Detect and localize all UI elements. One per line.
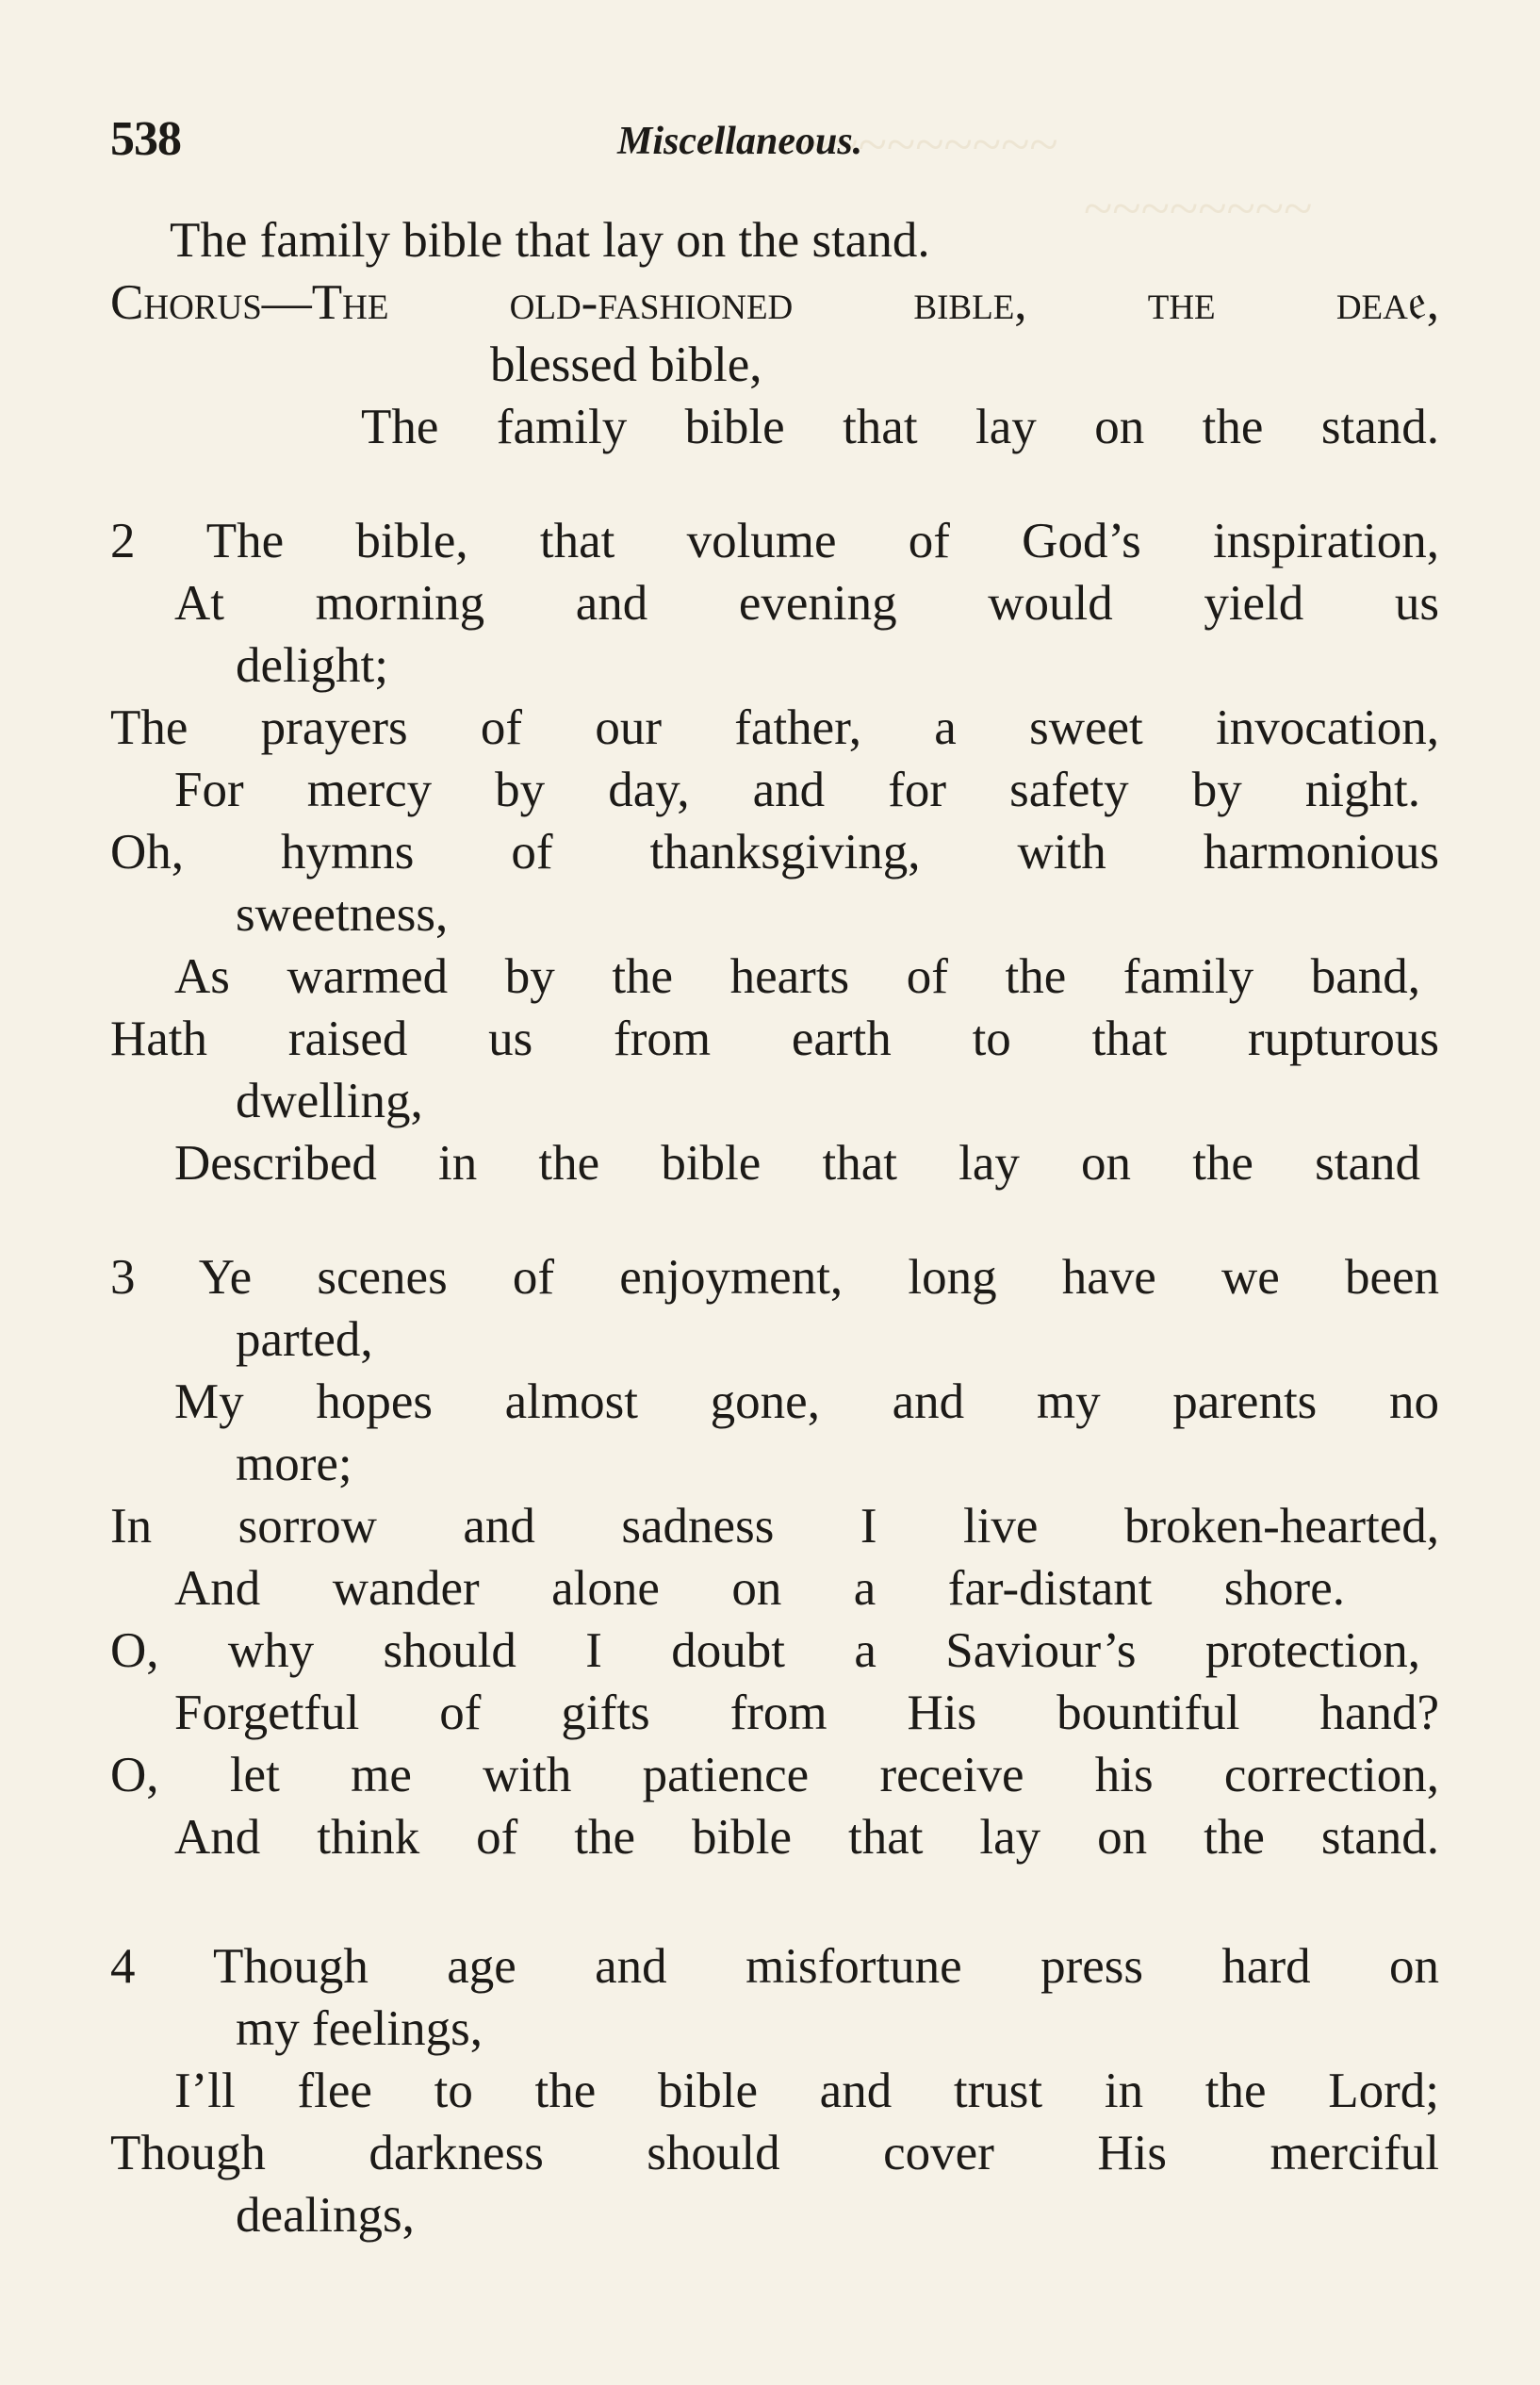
verse-line: My hopes almost gone, and my parents no	[174, 1374, 1439, 1429]
verse-line: In sorrow and sadness I live broken-hearted,	[110, 1499, 1439, 1554]
verse-line: 3 Ye scenes of enjoyment, long have we been	[110, 1250, 1439, 1305]
text-line: blessed bible,	[490, 337, 762, 392]
verse-line: Though darkness should cover His merciful	[110, 2126, 1439, 2180]
chorus-line: Chorus—The old-fashioned bible, the dea𝔢,	[110, 275, 1439, 330]
text-line: The family bible that lay on the stand.	[361, 400, 1439, 454]
running-title: Miscellaneous.	[617, 120, 863, 163]
verse-line: And wander alone on a far-distant shore.	[174, 1561, 1345, 1616]
verse-line: parted,	[236, 1312, 373, 1367]
verse-line: delight;	[236, 638, 388, 693]
verse-line: Oh, hymns of thanksgiving, with harmonious	[110, 825, 1439, 880]
verse-line: O, why should I doubt a Saviour’s protection,	[110, 1623, 1420, 1678]
verse-line: 2 The bible, that volume of God’s inspiration,	[110, 514, 1439, 568]
verse-line: O, let me with patience receive his correction,	[110, 1748, 1439, 1802]
verse-line: The prayers of our father, a sweet invocation,	[110, 700, 1439, 755]
verse-line: Described in the bible that lay on the stand	[174, 1136, 1420, 1191]
page-header	[0, 111, 1540, 177]
verse-line: As warmed by the hearts of the family band,	[174, 949, 1420, 1004]
verse-line: 4 Though age and misfortune press hard on	[110, 1939, 1439, 1994]
verse-line: At morning and evening would yield us	[174, 576, 1439, 631]
verse-line: sweetness,	[236, 887, 449, 942]
verse-line: I’ll flee to the bible and trust in the Lord;	[174, 2064, 1439, 2118]
verse-line: For mercy by day, and for safety by night.	[174, 763, 1420, 817]
verse-line: Forgetful of gifts from His bountiful hand?	[174, 1686, 1439, 1740]
verse-line: dwelling,	[236, 1074, 423, 1128]
verse-line: my feelings,	[236, 2001, 483, 2056]
verse-line: more;	[236, 1437, 352, 1491]
text-line: The family bible that lay on the stand.	[170, 213, 930, 268]
verse-line: And think of the bible that lay on the stand.	[174, 1810, 1439, 1865]
page-number: 538	[110, 112, 181, 166]
bleed-through-texture: ~~~~~~~~~ ~~~~~~~~	[801, 116, 1313, 238]
verse-line: Hath raised us from earth to that rupturous	[110, 1012, 1439, 1066]
verse-line: dealings,	[236, 2188, 415, 2243]
